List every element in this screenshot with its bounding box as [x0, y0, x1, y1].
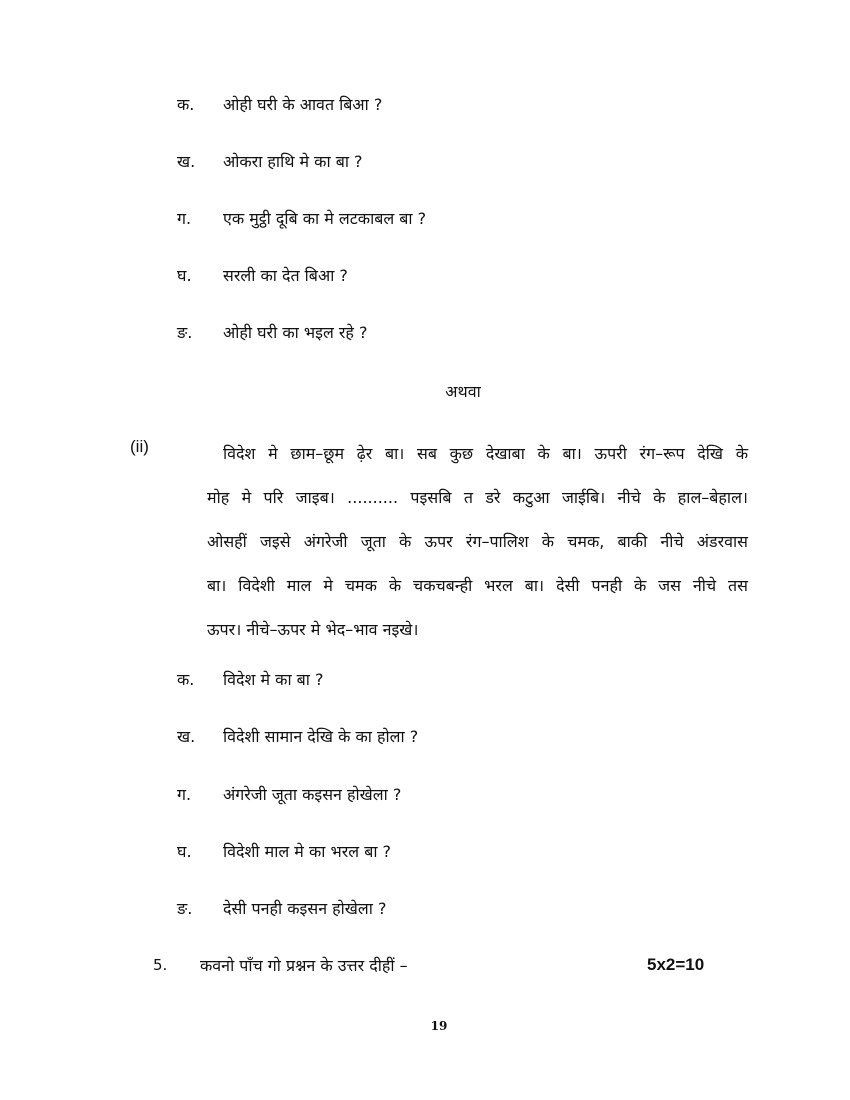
marks-label: 5x2=10 [647, 955, 705, 974]
question-label: ङ. [177, 899, 193, 918]
or-separator: अथवा [445, 382, 481, 401]
question-label: घ. [177, 266, 192, 285]
question-label: ख. [177, 727, 196, 746]
question-label: क. [177, 95, 195, 114]
question-text: विदेशी माल मे का भरल बा ? [223, 842, 392, 861]
question-text: अंगरेजी जूता कइसन होखेला ? [223, 785, 402, 804]
question-text: ओही घरी का भइल रहे ? [223, 323, 368, 342]
passage-line: बा। विदेशी माल मे चमक के चकचबन्ही भरल बा। देसी पनही के जस नीचे तस [207, 576, 748, 595]
question-text: एक मुट्ठी दूबि का मे लटकाबल बा ? [223, 209, 427, 228]
question-label: क. [177, 670, 195, 689]
question-text: कवनो पाँच गो प्रश्नन के उत्तर दीहीं – [200, 956, 408, 975]
question-text: सरली का देत बिआ ? [223, 266, 348, 285]
question-number: 5. [153, 956, 168, 974]
passage-line: मोह मे परि जाइब। .......... पइसबि त डरे कटुआ जाईबि। नीचे के हाल–बेहाल। [207, 488, 748, 507]
section-label: (ii) [130, 437, 149, 456]
passage-line: विदेश मे छाम–छूम ढ़ेर बा। सब कुछ देखाबा के बा। ऊपरी रंग–रूप देखि के [223, 444, 748, 463]
passage-line: ओसहीं जइसे अंगरेजी जूता के ऊपर रंग–पालिश के चमक, बाकी नीचे अंडरवास [207, 532, 748, 551]
question-text: ओही घरी के आवत बिआ ? [223, 95, 383, 114]
question-label: ग. [177, 209, 192, 228]
question-text: ओकरा हाथि मे का बा ? [223, 152, 363, 171]
question-label: घ. [177, 842, 192, 861]
question-text: विदेशी सामान देखि के का होला ? [223, 727, 419, 746]
passage-line: ऊपर। नीचे–ऊपर मे भेद–भाव नइखे। [207, 620, 419, 639]
passage [207, 432, 748, 652]
question-label: ख. [177, 152, 196, 171]
question-text: देसी पनही कइसन होखेला ? [223, 899, 387, 918]
question-label: ङ. [177, 323, 193, 342]
question-label: ग. [177, 785, 192, 804]
page-number: 19 [430, 1019, 448, 1033]
question-text: विदेश मे का बा ? [223, 670, 324, 689]
